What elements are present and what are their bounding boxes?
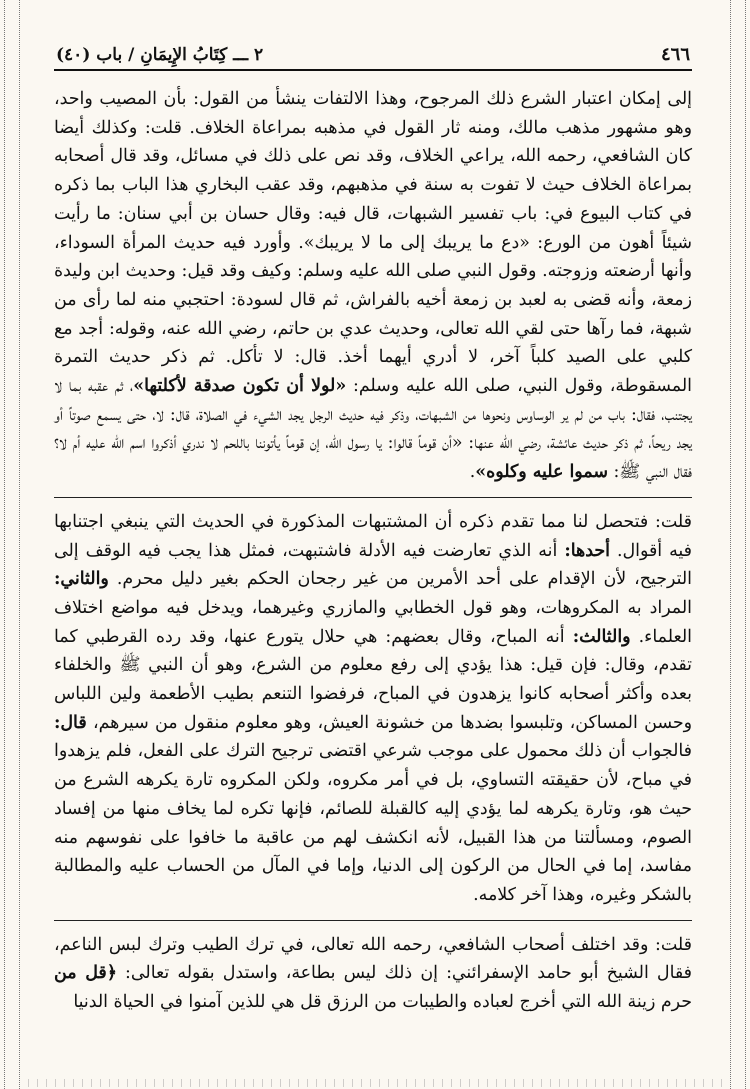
- paragraph-1: [54, 85, 692, 487]
- page-number: ٤٦٦: [660, 44, 690, 65]
- page-body: [54, 85, 692, 1017]
- section-divider: [54, 497, 692, 498]
- text-segment: .: [469, 462, 476, 483]
- text-segment: حرم زينة الله التي أخرج لعباده والطيبات من الرزق قل هي للذين آمنوا في الحياة الدنيا: [73, 992, 692, 1013]
- section-divider: [54, 920, 692, 921]
- bold-text-segment: والثاني:: [54, 569, 109, 590]
- book-page: [54, 44, 692, 1017]
- bottom-edge-ornament: [20, 1079, 730, 1087]
- bold-text-segment: سموا عليه وكلوه»: [475, 462, 608, 483]
- bold-text-segment: «لولا أن تكون صدقة لأكلتها»: [133, 376, 347, 397]
- bold-text-segment: أحدها:: [564, 540, 610, 561]
- text-segment: ، ثم عقبه بما لا يجتنب، فقال: باب من لم ير الوساوس ونحوها من الشبهات، وذكر فيه حديث الرجل يجد الشيء في الصلاة، قال: لا، حتى يسمع صوتاً أو يجد ريحاً، ثم ذكر حديث عائشة، رضي الله عنها: «أن قوماً قالوا: يا رسول الله، إن قوماً يأتوننا باللحم لا ندري أذكروا اسم الله عليه أم لا؟ فقال النبي ﷺ:: [54, 376, 692, 483]
- bold-text-segment: قال:: [54, 712, 87, 733]
- text-segment: فالجواب أن ذلك محمول على موجب شرعي اقتضى ترجيح الترك على الفعل، فلم يزهدوا في مباح، لأن حقيقته التساوي، بل في أمر مكروه، ولكن المكروه تارة يكرهه الشرع من حيث هو، وتارة يكرهه لما يؤدي إليه كالقبلة للصائم، فإنها تكره لما يخاف منها من إفساد الصوم، ومسألتنا من هذا القبيل، لأنه انكشف لهم من عاقبة ما خافوا على نفوسهم منه مفاسد، إما في الحال من الركون إلى الدنيا، وإما في المآل من الحساب عليه والمطالبة بالشكر وغيره، وهذا آخر كلامه.: [54, 741, 692, 905]
- page-header: [54, 44, 692, 71]
- text-segment: إلى إمكان اعتبار الشرع ذلك المرجوح، وهذا الالتفات ينشأ من القول: بأن المصيب واحد، وهو مشهور مذهب مالك، ومنه ثار القول في مذهبه بمراعاة الخلاف. قلت: وكذلك أيضا كان الشافعي، رحمه الله، يراعي الخلاف، وقد نص على ذلك في مسائل، وقد قال أصحابه بمراعاة الخلاف حيث لا تفوت به سنة في مذهبهم، وقد عقب البخاري هذا الباب بما ذكره في كتاب البيوع في: باب تفسير الشبهات، قال فيه: وقال حسان بن أبي سنان: ما رأيت شيئاً أهون من الورع: «دع ما يريبك إلى ما لا يريبك». وأورد فيه حديث المرأة السوداء، وأنها أرضعته وزوجته. وقول النبي صلى الله عليه وسلم: وكيف وقد قيل: وحديث ابن وليدة زمعة، وأنه قضى به لعبد بن زمعة أخيه بالفراش، ثم قال لسودة: احتجبي منه لما رأى من شبهة، فما رآها حتى لقي الله تعالى، وحديث عدي بن حاتم، رضي الله عنه، وقوله: أجد مع كلبي على الصيد كلباً آخر، لا أدري أيهما أخذ. قال: لا تأكل. ثم ذكر حديث التمرة المسقوطة، وقول النبي، صلى الله عليه وسلم:: [54, 89, 692, 397]
- paragraph-2: [54, 508, 692, 910]
- text-segment: أنه الذي تعارضت فيه الأدلة فاشتبهت، فمثل هذا يجب فيه الوقف إلى الترجيح، لأن الإقدام على أحد الأمرين من غير رجحان الحكم بغير دليل محرم.: [54, 540, 692, 590]
- binding-margin-left: [4, 0, 20, 1089]
- bold-text-segment: والثالث:: [572, 626, 631, 647]
- text-segment: المراد به المكروهات، وهو قول الخطابي والمازري وغيرهما، ويدخل فيه مواضع اختلاف العلماء.: [54, 597, 692, 647]
- text-segment: قلت: وقد اختلف أصحاب الشافعي، رحمه الله تعالى، في ترك الطيب وترك لبس الناعم، فقال الشيخ أبو حامد الإسفرائني: إن ذلك ليس بطاعة، واستدل بقوله تعالى:: [54, 934, 692, 984]
- paragraph-3: [54, 931, 692, 1017]
- text-segment: أنه المباح، وقال بعضهم: هي حلال يتورع عنها، وقد رده القرطبي كما تقدم، وقال: فإن قيل: هذا يؤدي إلى رفع معلوم من الشرع، وهو أن النبي ﷺ والخلفاء بعده وأكثر أصحابه كانوا يزهدون في المباح، فرفضوا التنعم بطيب الأطعمة ولين اللباس وحسن المساكن، وتلبسوا بضدها من خشونة العيش، وهو معلوم منقول من سيرهم،: [54, 626, 692, 733]
- text-segment: قلت: فتحصل لنا مما تقدم ذكره أن المشتبهات المذكورة في الحديث التي ينبغي اجتنابها فيه أقوال.: [54, 511, 692, 561]
- running-head: ٢ ـــ كِتَابُ الإِيمَانِ / باب (٤٠): [56, 44, 264, 65]
- binding-margin-right: [730, 0, 746, 1089]
- bold-text-segment: ﴿قل من: [54, 963, 117, 984]
